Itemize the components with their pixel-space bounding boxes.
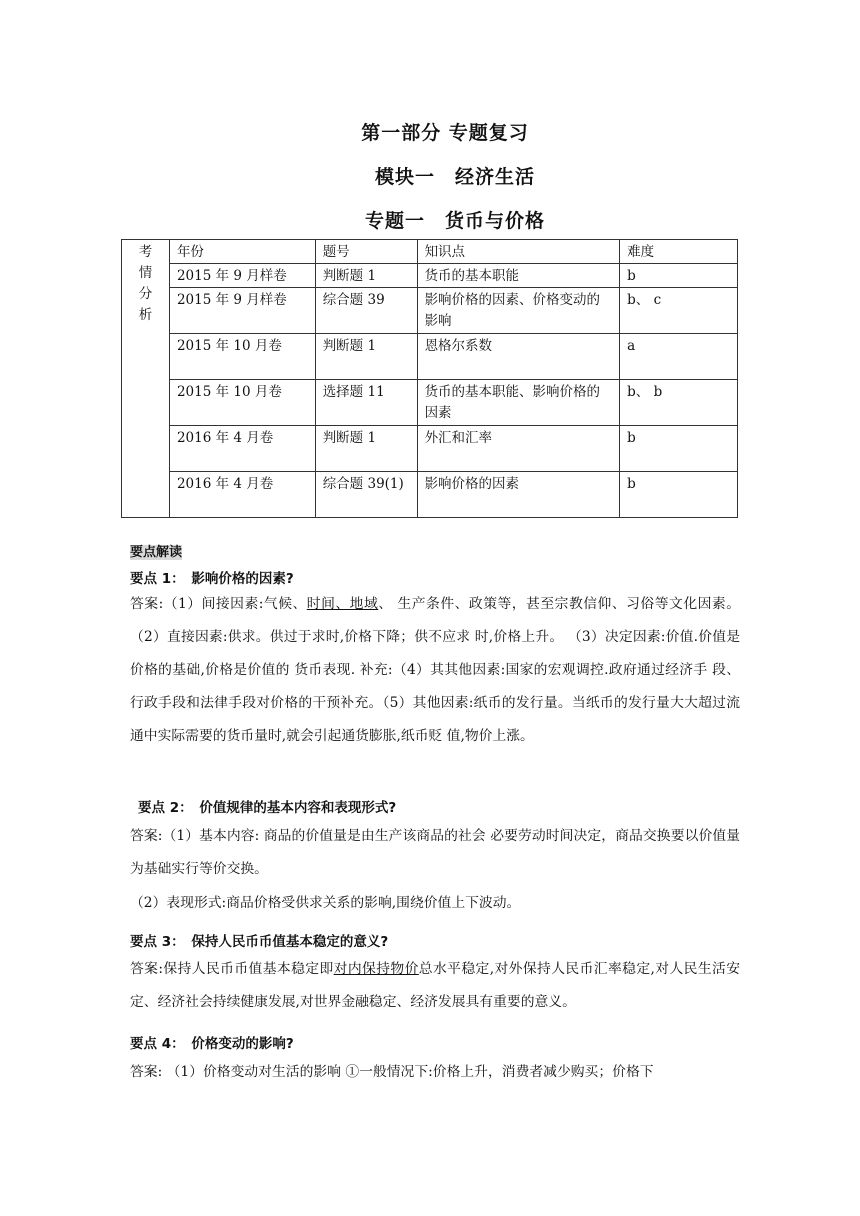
cell-knowledge: 货币的基本职能 (417, 264, 620, 288)
topic-title: 专题一 货币与价格 (364, 210, 545, 232)
cell-year: 2015 年 9 月样卷 (169, 288, 315, 334)
cell-number: 判断题 1 (315, 426, 417, 472)
part-title: 第一部分 专题复习 (361, 122, 529, 144)
cell-difficulty: b (620, 472, 738, 518)
header-knowledge: 知识点 (417, 240, 620, 264)
cell-knowledge: 外汇和汇率 (417, 426, 620, 472)
table-row (122, 426, 738, 472)
section-label: 要点解读 (130, 545, 183, 560)
table-header-row (122, 240, 738, 264)
exam-analysis-table (121, 239, 738, 518)
table-row (122, 334, 738, 380)
side-char: 情 (138, 265, 153, 281)
point-1-answer (130, 588, 740, 753)
answer-text: 答案:（1）间接因素:气候、 (130, 596, 307, 612)
table-row (122, 472, 738, 518)
cell-year: 2015 年 9 月样卷 (169, 264, 315, 288)
cell-year: 2015 年 10 月卷 (169, 334, 315, 380)
answer-text: 答案:保持人民币币值基本稳定即 (130, 961, 334, 977)
cell-number: 综合题 39 (315, 288, 417, 334)
point-1-heading: 要点 1： 影响价格的因素? (130, 571, 294, 587)
cell-year: 2016 年 4 月卷 (169, 472, 315, 518)
cell-number: 判断题 1 (315, 264, 417, 288)
cell-knowledge: 影响价格的因素、价格变动的影响 (417, 288, 620, 334)
cell-difficulty: b (620, 426, 738, 472)
point-3-heading: 要点 3： 保持人民币币值基本稳定的意义? (130, 934, 389, 950)
point-2-answer: 答案:（1）基本内容: 商品的价值量是由生产该商品的社会 必要劳动时间决定，商品交换要以价值量为基础实行等价交换。 (130, 828, 740, 877)
header-number: 题号 (315, 240, 417, 264)
cell-knowledge: 影响价格的因素 (417, 472, 620, 518)
point-4-answer: 答案: （1）价格变动对生活的影响 ①一般情况下:价格上升，消费者减少购买；价格下 (130, 1064, 654, 1080)
cell-difficulty: b、 b (620, 380, 738, 426)
cell-year: 2015 年 10 月卷 (169, 380, 315, 426)
module-title: 模块一 经济生活 (374, 166, 535, 188)
point-4-heading: 要点 4： 价格变动的影响? (130, 1036, 294, 1052)
underlined-text: 对内保持物价 (333, 961, 419, 977)
answer-text: 、 生产条件、政策等，甚至宗教信仰、习俗等文化因素。（2）直接因素:供求。供过于求时,价格下降；供不应求 时,价格上升。 （3）决定因素:价值.价值是价格的基础,价格是价值的 货币表现. 补充:（4）其其他因素:国家的宏观调控.政府通过经济手 段、行政手段和法律手段对价格的干预补充。（5）其他因素:纸币的发行量。当纸币的发行量大大超过流通中实际需要的货币量时,就会引起通货膨胀,纸币贬 值,物价上涨。 (130, 596, 740, 744)
point-3-answer (130, 953, 740, 1019)
cell-year: 2016 年 4 月卷 (169, 426, 315, 472)
side-char: 析 (138, 307, 153, 323)
underlined-text: 时间、地域 (306, 596, 379, 612)
side-char: 考 (138, 244, 153, 260)
point-2-heading: 要点 2： 价值规律的基本内容和表现形式? (138, 800, 397, 816)
cell-difficulty: b、 c (620, 288, 738, 334)
cell-knowledge: 货币的基本职能、影响价格的因素 (417, 380, 620, 426)
table-row (122, 288, 738, 334)
section-heading (130, 537, 740, 568)
table-row (122, 380, 738, 426)
header-year: 年份 (169, 240, 315, 264)
cell-difficulty: b (620, 264, 738, 288)
side-char: 分 (138, 286, 153, 302)
table-row (122, 264, 738, 288)
cell-number: 选择题 11 (315, 380, 417, 426)
answer-text: 总水平稳定,对外保持人民币汇率稳定,对人民生活安定、经济社会持续健康发展,对世界金融稳定、经济发展具有重要的意义。 (130, 961, 741, 1010)
cell-number: 判断题 1 (315, 334, 417, 380)
side-label-cell (122, 240, 170, 518)
cell-number: 综合题 39(1) (315, 472, 417, 518)
point-2-answer-form: （2）表现形式:商品价格受供求关系的影响,围绕价值上下波动。 (130, 895, 521, 911)
cell-difficulty: a (620, 334, 738, 380)
header-difficulty: 难度 (620, 240, 738, 264)
cell-knowledge: 恩格尔系数 (417, 334, 620, 380)
